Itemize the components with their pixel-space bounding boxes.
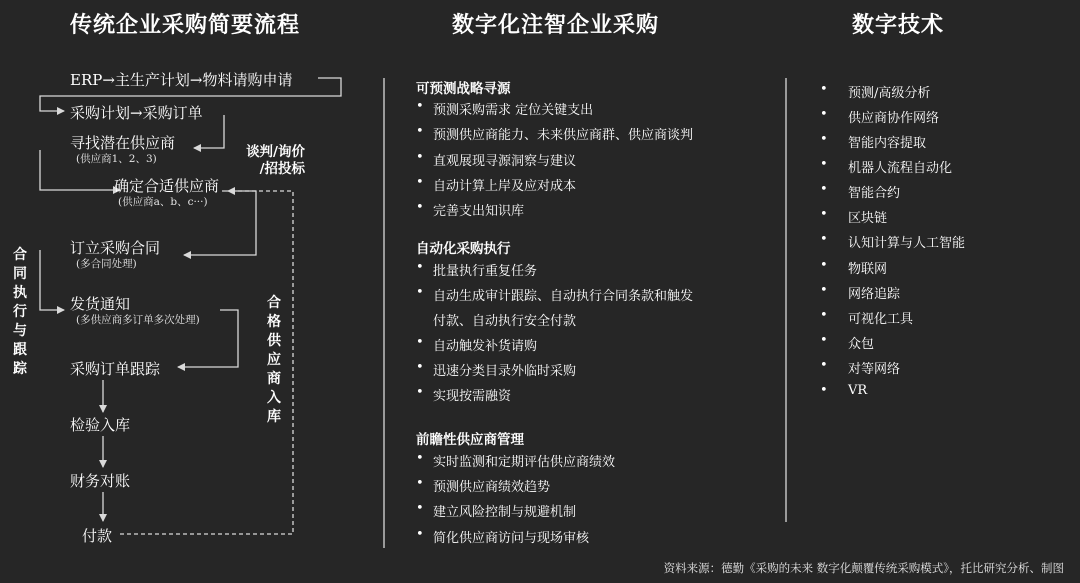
tech-bullet: • [820, 232, 828, 247]
flow-contract: 订立采购合同 [70, 239, 161, 257]
source-note: 资料来源：德勤《采购的未来 数字化颠覆传统采购模式》，托比研究分析、制图 [663, 561, 1064, 575]
flow-find: 寻找潜在供应商 [70, 134, 176, 152]
execution-bullet: • [416, 335, 424, 350]
tech-item: 智能内容提取 [848, 136, 927, 151]
execution-item: 迅速分类目录外临时采购 [433, 364, 577, 379]
tech-item: 网络追踪 [848, 287, 901, 302]
tech-bullet: • [820, 258, 828, 273]
left-column-title: 传统企业采购简要流程 [70, 12, 301, 38]
sourcing-item: 自动计算上岸及应对成本 [433, 179, 577, 194]
tech-bullet: • [820, 182, 828, 197]
connector-contract-to-delivery [40, 250, 64, 310]
tech-bullet: • [820, 383, 828, 398]
contract-execution-label: 合同执行与跟踪 [13, 247, 27, 377]
supplier-mgmt-item: 预测供应商绩效趋势 [433, 480, 551, 495]
tech-item: 对等网络 [848, 362, 901, 377]
tech-item: 物联网 [848, 262, 888, 277]
tech-item: 机器人流程自动化 [848, 161, 953, 176]
execution-item-continued: 付款、自动执行安全付款 [433, 314, 577, 329]
middle-column-title: 数字化注智企业采购 [452, 12, 660, 38]
tech-bullet: • [820, 207, 828, 222]
supplier-mgmt-bullet: • [416, 451, 424, 466]
tech-bullet: • [820, 107, 828, 122]
execution-bullet: • [416, 260, 424, 275]
tech-item: 众包 [848, 337, 875, 352]
tech-bullet: • [820, 283, 828, 298]
negotiate-label: 谈判/询价 /招投标 [246, 144, 305, 177]
flow-plan: 采购计划→采购订单 [70, 104, 203, 122]
sourcing-item: 预测采购需求 定位关键支出 [433, 103, 594, 118]
execution-bullet: • [416, 385, 424, 400]
right-column-title: 数字技术 [852, 12, 945, 38]
execution-item: 批量执行重复任务 [433, 264, 538, 279]
supplier-mgmt-bullet: • [416, 501, 424, 516]
flow-inspect: 检验入库 [70, 416, 131, 434]
sourcing-item: 直观展现寻源洞察与建议 [433, 154, 577, 169]
supplier-mgmt-item: 简化供应商访问与现场审核 [433, 531, 590, 546]
tech-item: VR [848, 383, 868, 398]
tech-bullet: • [820, 157, 828, 172]
tech-item: 预测/高级分析 [848, 86, 931, 101]
sourcing-bullet: • [416, 175, 424, 190]
flow-delivery: 发货通知 [70, 295, 131, 313]
tech-bullet: • [820, 132, 828, 147]
tech-item: 区块链 [848, 211, 888, 226]
flow-reconcile: 财务对账 [70, 472, 131, 490]
flow-confirm-sub: (供应商a、b、c···) [118, 196, 208, 208]
execution-bullet: • [416, 285, 424, 300]
section-title-execution: 自动化采购执行 [416, 241, 511, 257]
sourcing-bullet: • [416, 150, 424, 165]
flow-find-sub: (供应商1、2、3) [76, 153, 157, 165]
tech-bullet: • [820, 82, 828, 97]
tech-bullet: • [820, 358, 828, 373]
flow-payment: 付款 [82, 527, 113, 545]
execution-item: 实现按需融资 [433, 389, 512, 404]
supplier-mgmt-bullet: • [416, 476, 424, 491]
tech-item: 可视化工具 [848, 312, 914, 327]
supplier-mgmt-bullet: • [416, 527, 424, 542]
flow-delivery-sub: (多供应商多订单多次处理) [76, 314, 200, 326]
flow-contract-sub: (多合同处理) [76, 258, 137, 270]
section-title-sourcing: 可预测战略寻源 [416, 81, 511, 97]
supplier-mgmt-item: 建立风险控制与规避机制 [433, 505, 577, 520]
sourcing-bullet: • [416, 99, 424, 114]
execution-bullet: • [416, 360, 424, 375]
qualified-supplier-label: 合格供应商入库 [267, 295, 281, 425]
execution-item: 自动生成审计跟踪、自动执行合同条款和触发 [433, 289, 694, 304]
tech-item: 供应商协作网络 [848, 111, 940, 126]
tech-bullet: • [820, 308, 828, 323]
supplier-mgmt-item: 实时监测和定期评估供应商绩效 [433, 455, 616, 470]
section-title-supplier-mgmt: 前瞻性供应商管理 [416, 432, 524, 448]
tech-bullet: • [820, 333, 828, 348]
flow-tracking: 采购订单跟踪 [70, 360, 161, 378]
flow-confirm: 确定合适供应商 [114, 177, 220, 195]
sourcing-item: 完善支出知识库 [433, 204, 525, 219]
flow-erp: ERP→主生产计划→物料请购申请 [70, 71, 293, 89]
sourcing-item: 预测供应商能力、未来供应商群、供应商谈判 [433, 128, 694, 143]
execution-item: 自动触发补货请购 [433, 339, 538, 354]
sourcing-bullet: • [416, 200, 424, 215]
tech-item: 认知计算与人工智能 [848, 236, 966, 251]
sourcing-bullet: • [416, 124, 424, 139]
tech-item: 智能合约 [848, 186, 901, 201]
